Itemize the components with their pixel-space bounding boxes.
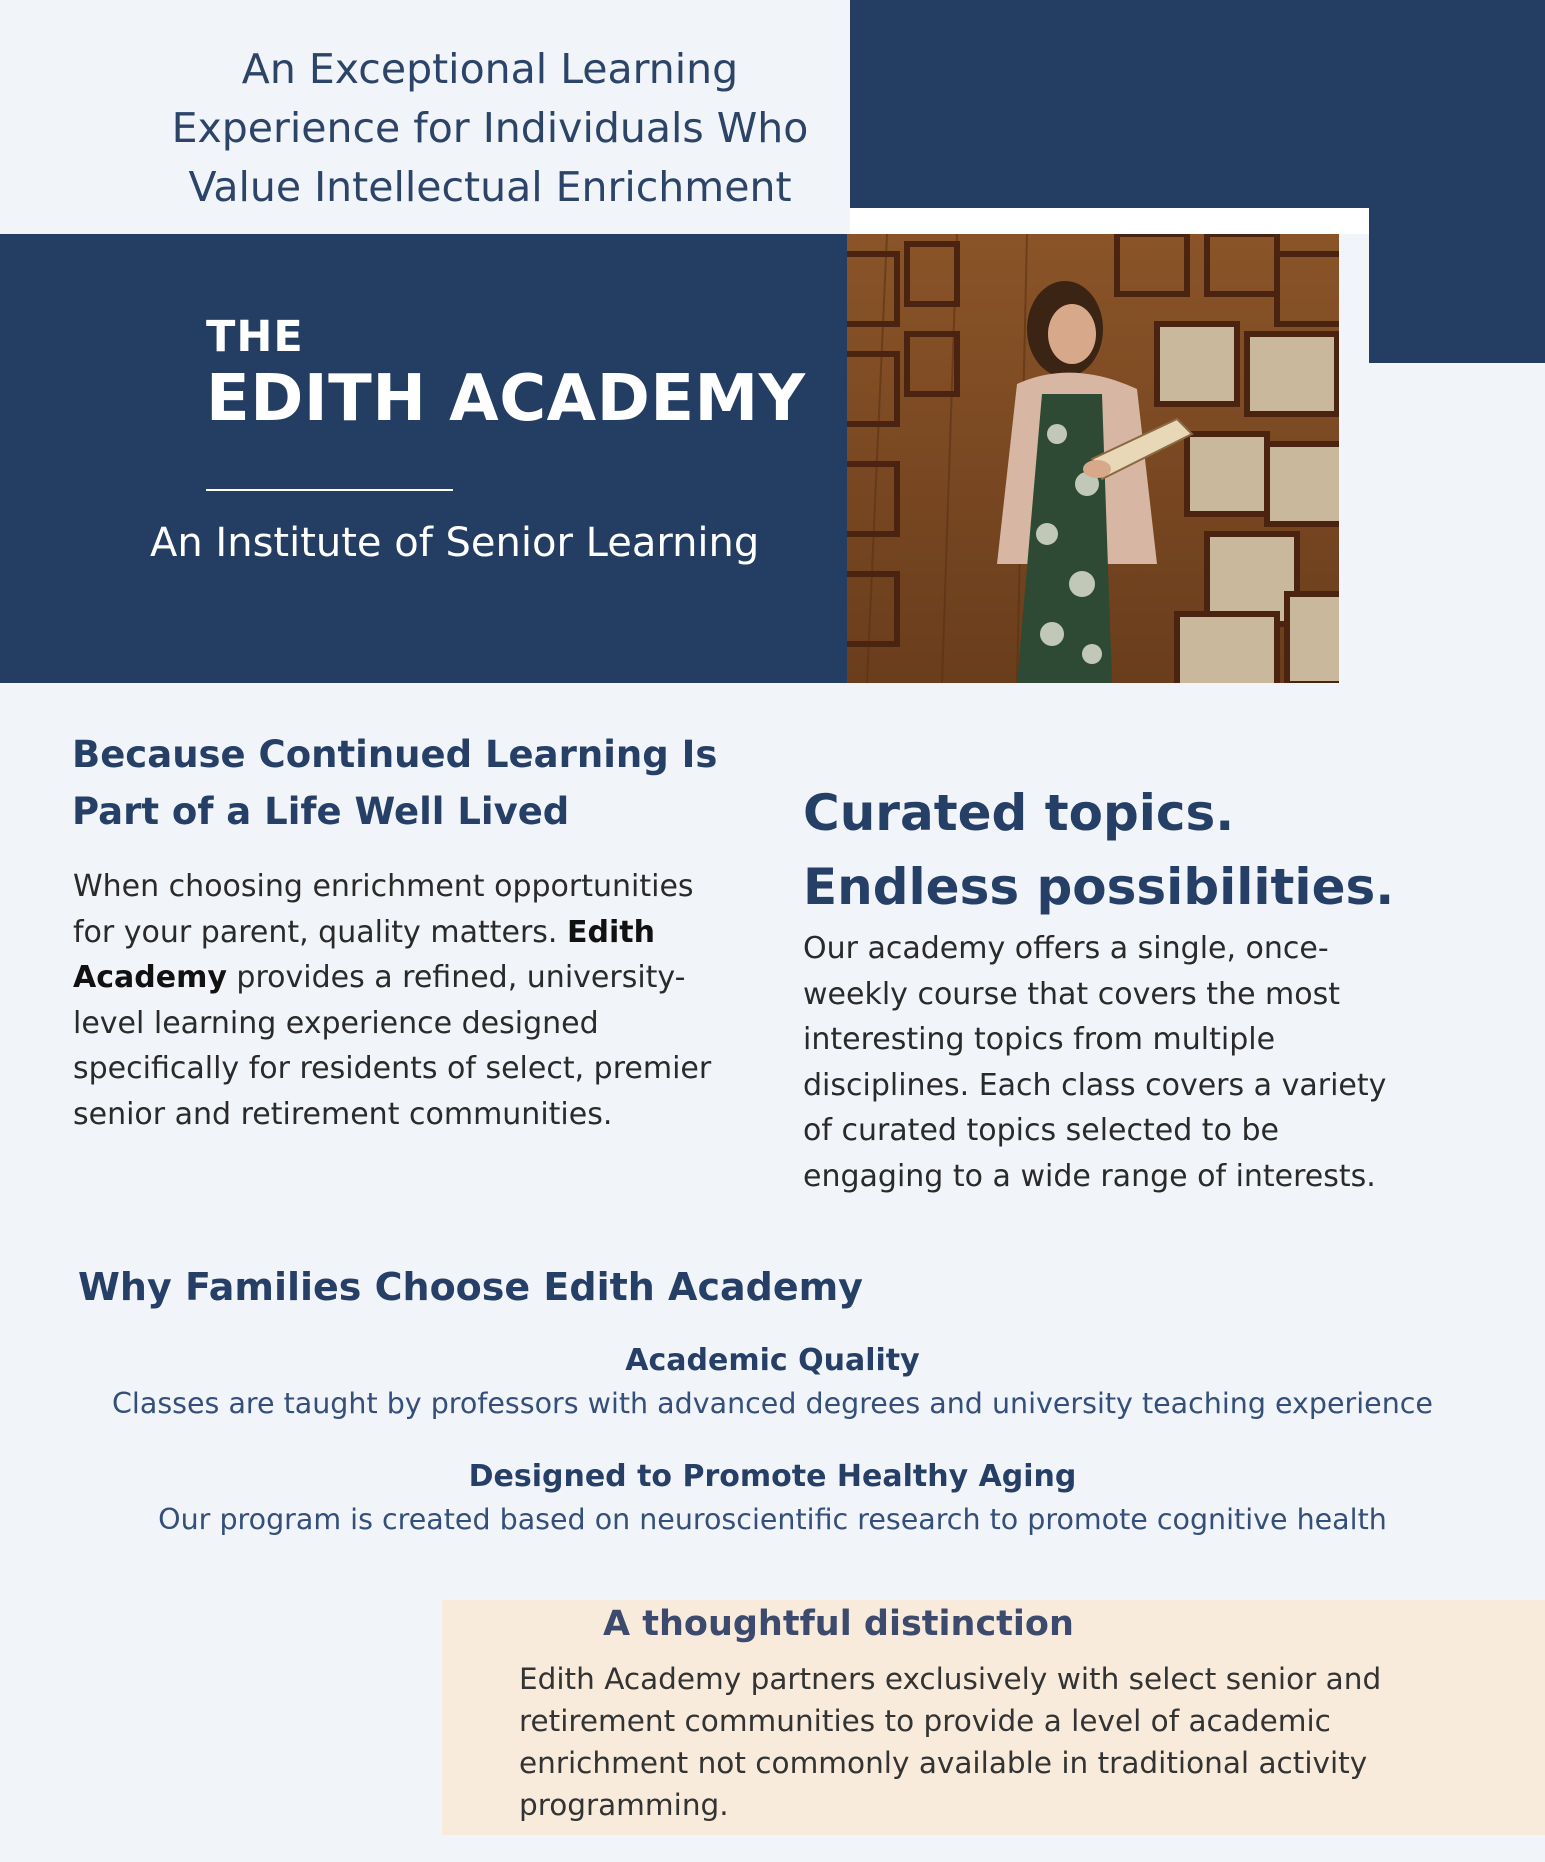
hero-banner — [0, 234, 847, 683]
right-heading-line: Endless possibilities. — [803, 858, 1395, 916]
decorative-white-band — [850, 208, 1369, 234]
decorative-navy-block-right — [1369, 206, 1545, 363]
feature-text-academic-quality: Classes are taught by professors with advanced degrees and university teaching experience — [112, 1387, 1433, 1420]
classroom-photo-illustration — [847, 234, 1339, 683]
banner-divider — [206, 489, 453, 491]
right-section-heading — [803, 776, 1503, 924]
tagline — [110, 40, 870, 217]
hero-photo — [847, 234, 1339, 683]
distinction-body: Edith Academy partners exclusively with select senior and retirement communities to provide a level of academic enrichment not commonly available in traditional activity programming. — [519, 1662, 1382, 1822]
right-heading-line: Curated topics. — [803, 784, 1235, 842]
brand-the-label: THE — [206, 312, 304, 362]
feature-title-academic-quality: Academic Quality — [625, 1343, 920, 1378]
left-body-text: When choosing enrichment opportunities for your parent, quality matters. — [73, 869, 694, 950]
left-section-body — [73, 864, 733, 1137]
left-body-text: provides a refined, university-level learning experience designed specifically for residents of select, premier senior and retirement communities. — [73, 960, 712, 1132]
why-families-heading: Why Families Choose Edith Academy — [78, 1265, 863, 1309]
left-heading-line: Because Continued Learning Is — [72, 733, 718, 776]
brand-name: EDITH ACADEMY — [206, 362, 806, 436]
feature-text-healthy-aging: Our program is created based on neuroscientific research to promote cognitive health — [158, 1503, 1387, 1536]
tagline-line: Experience for Individuals Who — [171, 104, 809, 152]
tagline-line: An Exceptional Learning — [241, 45, 739, 93]
tagline-line: Value Intellectual Enrichment — [188, 163, 792, 211]
decorative-navy-block-top — [850, 0, 1545, 208]
left-body-bold: Edith Academy — [73, 914, 655, 995]
brand-subtitle: An Institute of Senior Learning — [150, 520, 760, 566]
feature-title-healthy-aging: Designed to Promote Healthy Aging — [468, 1459, 1077, 1494]
distinction-title: A thoughtful distinction — [603, 1604, 1074, 1644]
right-section-body: Our academy offers a single, once-weekly course that covers the most interesting topics from multiple disciplines. Each class covers a variety of curated topics selected to be engaging to a wide range of interests. — [803, 931, 1387, 1194]
left-section-heading — [72, 726, 792, 840]
left-heading-line: Part of a Life Well Lived — [72, 790, 570, 833]
